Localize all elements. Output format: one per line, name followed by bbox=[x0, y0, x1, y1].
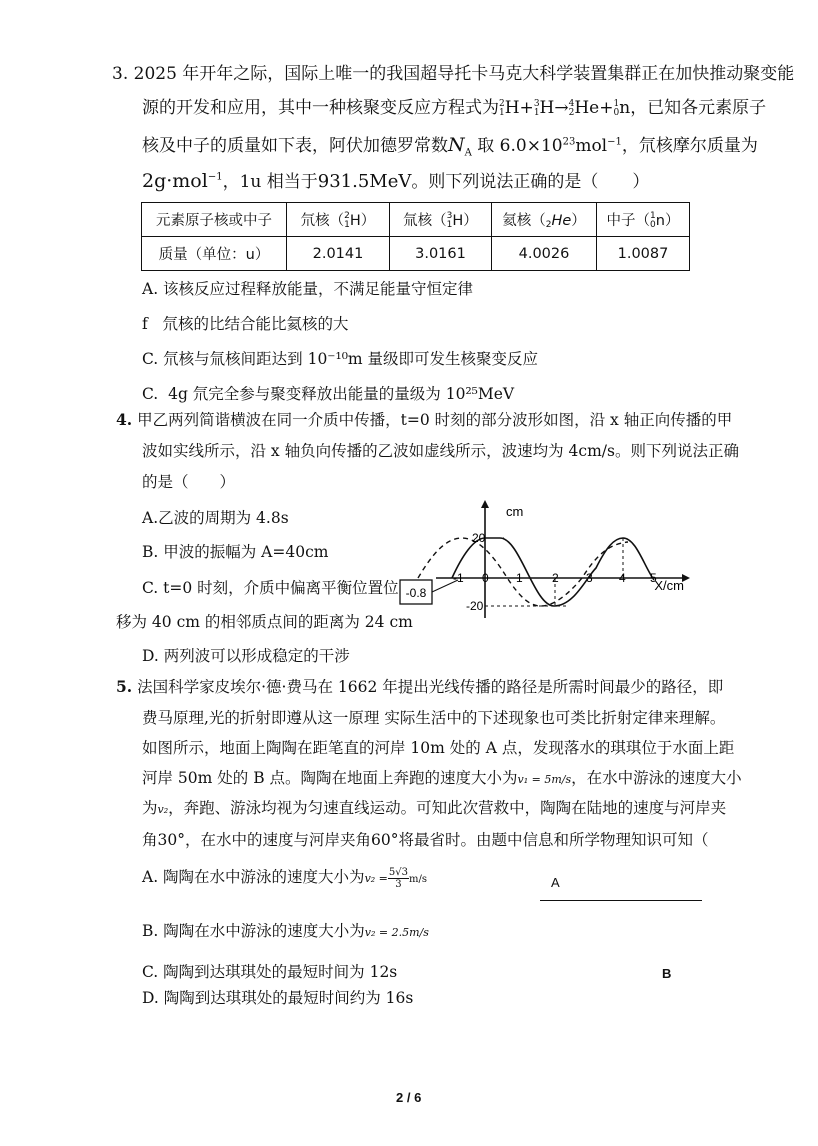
x-tick: 2 bbox=[552, 571, 559, 585]
q4-option-c-cont: 移为 40 cm 的相邻质点间的距离为 24 cm bbox=[116, 613, 413, 631]
q4-line1 bbox=[116, 409, 732, 431]
y-unit-label: cm bbox=[506, 504, 524, 519]
callout-leader bbox=[432, 580, 458, 592]
q5-text-4b: ，在水中游泳的速度大小 bbox=[571, 769, 742, 787]
x-tick: -1 bbox=[453, 571, 464, 585]
table-cell: 中子（ 1 0 n） bbox=[597, 203, 690, 237]
q3-text-4b: ，1u 相当于 bbox=[222, 172, 318, 192]
q5-text-4a: 河岸 50m 处的 B 点。陶陶在地面上奔跑的速度大小为 bbox=[142, 769, 518, 787]
q3-number: 3. bbox=[112, 64, 129, 84]
table-cell: 氘核（ 2 1 H） bbox=[287, 203, 390, 237]
callout-label: -0.8 bbox=[405, 586, 427, 600]
q3-option-c: C. 氘核与氚核间距达到 10⁻¹⁰m 量级即可发生核聚变反应 bbox=[142, 350, 539, 368]
q3-text-2b: ，已知各元素原子 bbox=[630, 98, 767, 118]
q5-line4 bbox=[142, 767, 742, 791]
option-a-v2: v₂ = bbox=[364, 872, 388, 885]
table-cell: 4.0026 bbox=[492, 237, 597, 271]
table-cell: 氚核（ 3 1 H） bbox=[390, 203, 492, 237]
q5-line2: 费马原理,光的折射即遵从这一原理 实际生活中的下述现象也可类比折射定律来理解。 bbox=[142, 709, 726, 727]
x-tick: 0 bbox=[482, 571, 489, 585]
q5-option-b bbox=[142, 920, 429, 944]
q3-line1 bbox=[112, 63, 794, 85]
option-b-value: v₂ = 2.5m/s bbox=[364, 926, 429, 939]
q5-option-a-text: A. 陶陶在水中游泳的速度大小为 bbox=[142, 868, 365, 886]
y-tick-20: 20 bbox=[472, 531, 486, 545]
q5-option-c: C. 陶陶到达琪琪处的最短时间为 12s bbox=[142, 963, 398, 981]
page-number: 2 / 6 bbox=[396, 1090, 422, 1105]
q4-line3: 的是（ ） bbox=[142, 473, 236, 491]
q3-text-3b: 取 bbox=[477, 136, 495, 156]
table-row bbox=[142, 237, 690, 271]
q3-line3: 核及中子的质量如下表，阿伏加德罗常数$N_A$ 取 $6.0\times 10^{23}mol^{-1}$，氘核摩尔质量为 bbox=[142, 134, 758, 159]
v2-symbol: v₂ bbox=[157, 803, 169, 816]
q4-number: 4. bbox=[116, 410, 133, 429]
q5-line5 bbox=[142, 797, 726, 821]
q3-text-1: 2025 年开年之际，国际上唯一的我国超导托卡马克大科学装置集群正在加快推动聚变能 bbox=[133, 64, 795, 84]
q5-text-5b: ，奔跑、游泳均视为匀速直线运动。可知此次营救中，陶陶在陆地的速度与河岸夹 bbox=[168, 799, 727, 817]
q3-option-a: A. 该核反应过程释放能量，不满足能量守恒定律 bbox=[142, 280, 474, 298]
x-tick: 5 bbox=[650, 571, 657, 585]
fraction: $\frac{5√3}{3}$ bbox=[388, 866, 409, 890]
option-a-unit: m/s bbox=[409, 874, 427, 885]
x-tick: 4 bbox=[619, 571, 626, 585]
q3-option-b bbox=[142, 313, 349, 335]
q3-text-2a: 源的开发和应用，其中一种核聚变反应方程式为 bbox=[142, 98, 499, 118]
y-tick-neg20: -20 bbox=[466, 599, 484, 613]
q3-text-3c: ，氘核摩尔质量为 bbox=[621, 136, 758, 156]
dashed-wave bbox=[418, 538, 628, 606]
q4-option-b: B. 甲波的振幅为 A=40cm bbox=[142, 543, 329, 561]
q5-option-d: D. 陶陶到达琪琪处的最短时间约为 16s bbox=[142, 989, 414, 1007]
table-cell: 氦核（ 2 He） bbox=[492, 203, 597, 237]
q3-line2 bbox=[142, 97, 766, 119]
table-header-row bbox=[142, 203, 690, 237]
option-mark: C. bbox=[142, 385, 159, 403]
q5-text-5a: 为 bbox=[142, 799, 158, 817]
q3-text-3a: 核及中子的质量如下表，阿伏加德罗常数 bbox=[142, 136, 448, 156]
q3-line4 bbox=[142, 170, 649, 193]
q4-line2: 波如实线所示，沿 x 轴负向传播的乙波如虚线所示，波速均为 4cm/s。则下列说法正确 bbox=[142, 442, 739, 460]
q3-text-4c: 。则下列说法正确的是（ ） bbox=[411, 172, 650, 192]
fusion-equation: 2 1 H+ 3 1 H→ 4 2 He+ 1 0 n bbox=[499, 98, 631, 118]
table-cell: 3.0161 bbox=[390, 237, 492, 271]
table-cell: 质量（单位：u） bbox=[142, 237, 287, 271]
point-b-label: B bbox=[662, 966, 672, 981]
q5-line3: 如图所示，地面上陶陶在距笔直的河岸 10m 处的 A 点，发现落水的琪琪位于水面上距 bbox=[142, 739, 735, 757]
q4-option-c: C. t=0 时刻，介质中偏离平衡位置位 bbox=[142, 579, 399, 597]
point-a-label: A bbox=[551, 875, 560, 890]
q3-option-b-text: 氘核的比结合能比氦核的大 bbox=[162, 315, 349, 333]
q5-option-a bbox=[142, 866, 427, 891]
x-tick: 3 bbox=[586, 571, 593, 585]
q5-line1 bbox=[116, 676, 723, 698]
q4-option-d: D. 两列波可以形成稳定的干涉 bbox=[142, 647, 350, 665]
molar-mass: 2g·mol$^{-1}$ bbox=[142, 170, 223, 192]
x-unit-label: X/cm bbox=[654, 578, 684, 593]
q3-option-d-text: 4g 氘完全参与聚变释放出能量的量级为 10²⁵MeV bbox=[168, 385, 515, 403]
option-mark: f bbox=[142, 315, 148, 333]
q5-text-1: 法国科学家皮埃尔·德·费马在 1662 年提出光线传播的路径是所需时间最少的路径，即 bbox=[137, 678, 724, 696]
mass-table bbox=[141, 202, 690, 271]
x-tick: 1 bbox=[516, 571, 523, 585]
table-cell: 1.0087 bbox=[597, 237, 690, 271]
v1-value: v₁ = 5m/s bbox=[517, 773, 572, 786]
q5-option-b-text: B. 陶陶在水中游泳的速度大小为 bbox=[142, 922, 365, 940]
table-cell: 2.0141 bbox=[287, 237, 390, 271]
table-cell: 元素原子核或中子 bbox=[142, 203, 287, 237]
river-bank-line bbox=[540, 900, 702, 901]
q3-option-d bbox=[142, 383, 514, 405]
q4-option-a: A.乙波的周期为 4.8s bbox=[142, 509, 289, 527]
y-axis-arrow bbox=[481, 500, 489, 508]
wave-graph bbox=[396, 496, 696, 626]
q5-line6: 角30°，在水中的速度与河岸夹角60°将最省时。由题中信息和所学物理知识可知（ bbox=[142, 831, 709, 849]
avogadro-value: $6.0\times 10^{23}mol^{-1}$ bbox=[499, 136, 622, 156]
q4-text-1: 甲乙两列简谐横波在同一介质中传播，t=0 时刻的部分波形如图，沿 x 轴正向传播的甲 bbox=[137, 411, 733, 429]
q5-number: 5. bbox=[116, 677, 133, 696]
energy-value: 931.5MeV bbox=[317, 171, 412, 192]
